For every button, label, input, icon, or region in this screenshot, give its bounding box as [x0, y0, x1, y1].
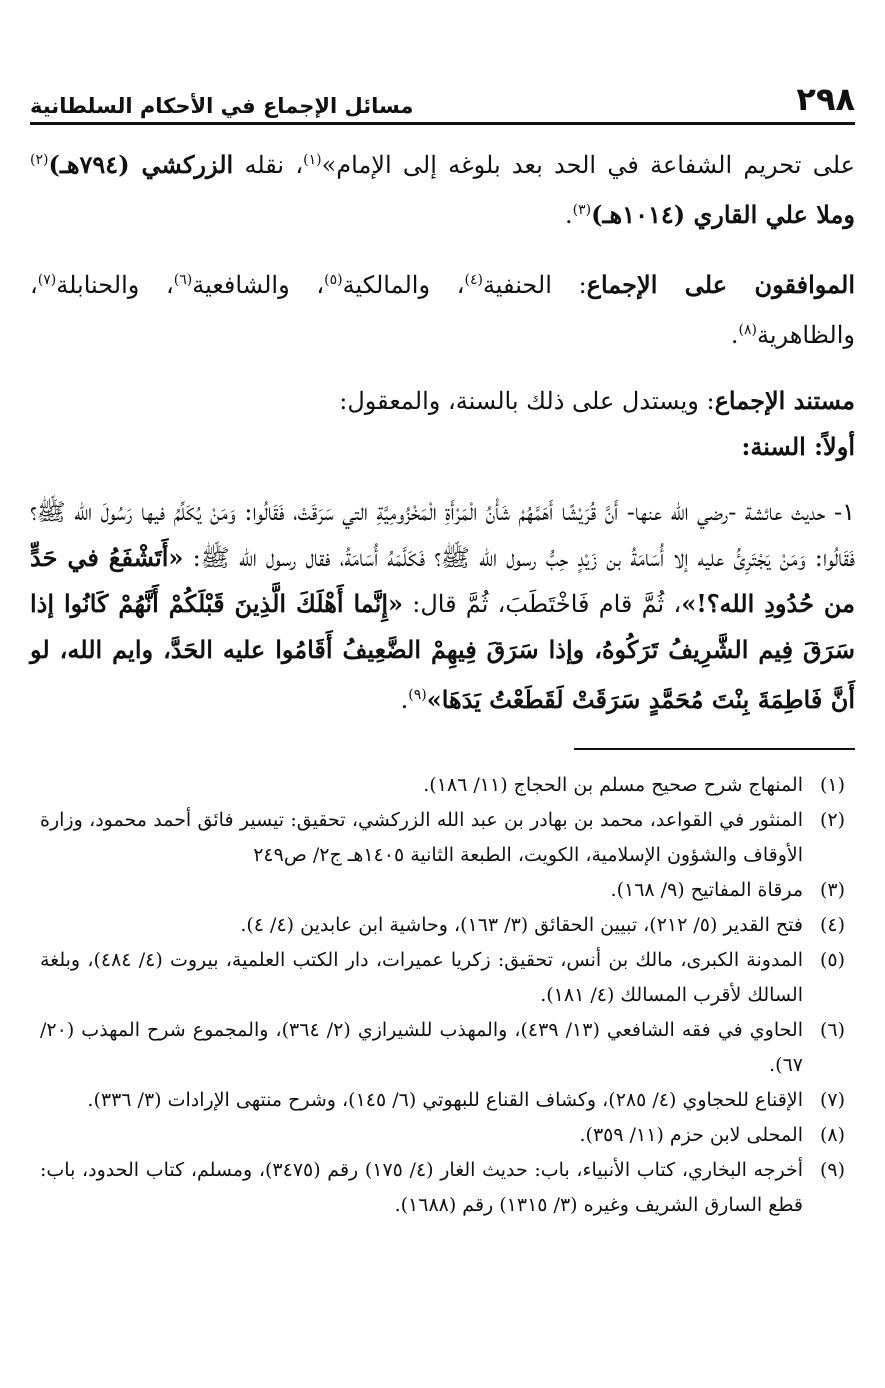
footnote-ref-9[interactable]: (٩) [408, 687, 427, 703]
running-head-title: مسائل الإجماع في الأحكام السلطانية [30, 94, 414, 118]
footnote-separator [574, 748, 855, 750]
paragraph-consensus-quote: على تحريم الشفاعة في الحد بعد بلوغه إلى الإمام»$^{(١)}$، نقله الزركشي (٧٩٤هـ)$^{(٢)}$ وملا علي القاري (١٠١٤هـ)$^{(٣)}$. [30, 150, 856, 229]
footnote-ref-7[interactable]: (٧) [37, 272, 57, 288]
footnote-item: (٩) أخرجه البخاري، كتاب الأنبياء، باب: حديث الغار (٤/ ١٧٥) رقم (٣٤٧٥)، ومسلم، كتاب الحدود، باب: قطع السارق الشريف وغيره (٣/ ١٣١٥) رقم (١٦٨٨). [40, 1159, 845, 1216]
running-head [30, 78, 855, 125]
footnote-item: (٧) الإقناع للحجاوي (٤/ ٢٨٥)، وكشاف القناع للبهوتي (٦/ ١٤٥)، وشرح منتهى الإرادات (٣/ ٣٣٦). [87, 1089, 845, 1111]
footnote-ref-6[interactable]: (٦) [173, 272, 193, 288]
main-text [30, 138, 855, 743]
footnote-item: (٤) فتح القدير (٥/ ٢١٢)، تبيين الحقائق (٣/ ١٦٣)، وحاشية ابن عابدين (٤/ ٤). [240, 914, 845, 936]
page-number: ٢٩٨ [796, 80, 855, 118]
subheading-sunnah: أولاً: السنة: [741, 432, 855, 461]
footnotes [40, 768, 845, 1223]
footnote-item: (٣) مرقاة المفاتيح (٩/ ١٦٨). [610, 879, 845, 901]
footnote-item: (١) المنهاج شرح صحيح مسلم بن الحجاج (١١/ ١٨٦). [423, 774, 845, 796]
paragraph-hadith: ١- حديث عائشة -رضي الله عنها- أَنَّ قُرَيْشًا أَهَمَّهُمْ شَأْنُ الْمَرْأَةِ الْمَخْزُومِيَّةِ التي سَرَقَتْ، فَقَالُوا: وَمَنْ يُكَلِّمُ فيها رَسُولَ الله ﷺ؟ فَقَالُوا: وَمَنْ يَجْتَرِئُ عليه إلا أُسَامَةُ بن زَيْدٍ حِبُّ رسول الله ﷺ؟ فَكَلَّمَهُ أُسَامَةُ، فقال رسول الله ﷺ: «أَتَشْفَعُ في حَدٍّ من حُدُودِ الله؟!»، ثُمَّ قام فَاخْتَطَبَ، ثُمَّ قال: «إِنَّما أَهْلَكَ الَّذِينَ قَبْلَكُمْ أَنَّهُمْ كَانُوا إذا سَرَقَ فِيم الشَّرِيفُ تَرَكُوهُ، وإذا سَرَقَ فِيهِمْ الضَّعِيفُ أَقَامُوا عليه الحَدَّ، وايم الله، لو أَنَّ فَاطِمَةَ بِنْتَ مُحَمَّدٍ سَرَقَتْ لَقَطَعْتُ يَدَهَا»$^{(٩)}$. [30, 498, 856, 714]
footnote-item: (٥) المدونة الكبرى، مالك بن أنس، تحقيق: زكريا عميرات، دار الكتب العلمية، بيروت (٤/ ٤٨٤)، وبلغة السالك لأقرب المسالك (٤/ ١٨١). [40, 949, 845, 1006]
footnote-ref-5[interactable]: (٥) [324, 272, 343, 288]
footnote-ref-1[interactable]: (١) [303, 152, 322, 168]
section-label-basis: مستند الإجماع [714, 386, 855, 415]
section-label-agreeing: الموافقون على الإجماع [586, 270, 856, 299]
footnote-ref-2[interactable]: (٢) [30, 152, 49, 168]
footnote-ref-4[interactable]: (٤) [464, 272, 483, 288]
footnote-item: (٨) المحلى لابن حزم (١١/ ٣٥٩). [579, 1124, 845, 1146]
footnote-item: (٦) الحاوي في فقه الشافعي (١٣/ ٤٣٩)، والمهذب للشيرازي (٢/ ٣٦٤)، والمجموع شرح المهذب (٢٠/ ٦٧). [40, 1019, 845, 1076]
footnote-ref-3[interactable]: (٣) [572, 202, 592, 218]
paragraph-agreeing-schools: الموافقون على الإجماع: الحنفية$^{(٤)}$، والمالكية$^{(٥)}$، والشافعية$^{(٦)}$، والحنابلة$^{(٧)}$، والظاهرية$^{(٨)}$. [30, 270, 856, 349]
footnote-item: (٢) المنثور في القواعد، محمد بن بهادر بن عبد الله الزركشي، تحقيق: تيسير فائق أحمد محمود، وزارة الأوقاف والشؤون الإسلامية، الكويت، الطبعة الثانية ١٤٠٥هـ ج٢/ ص٢٤٩ [40, 809, 845, 866]
paragraph-basis: مستند الإجماع: ويستدل على ذلك بالسنة، والمعقول: [339, 386, 855, 415]
footnote-ref-8[interactable]: (٨) [738, 322, 757, 338]
